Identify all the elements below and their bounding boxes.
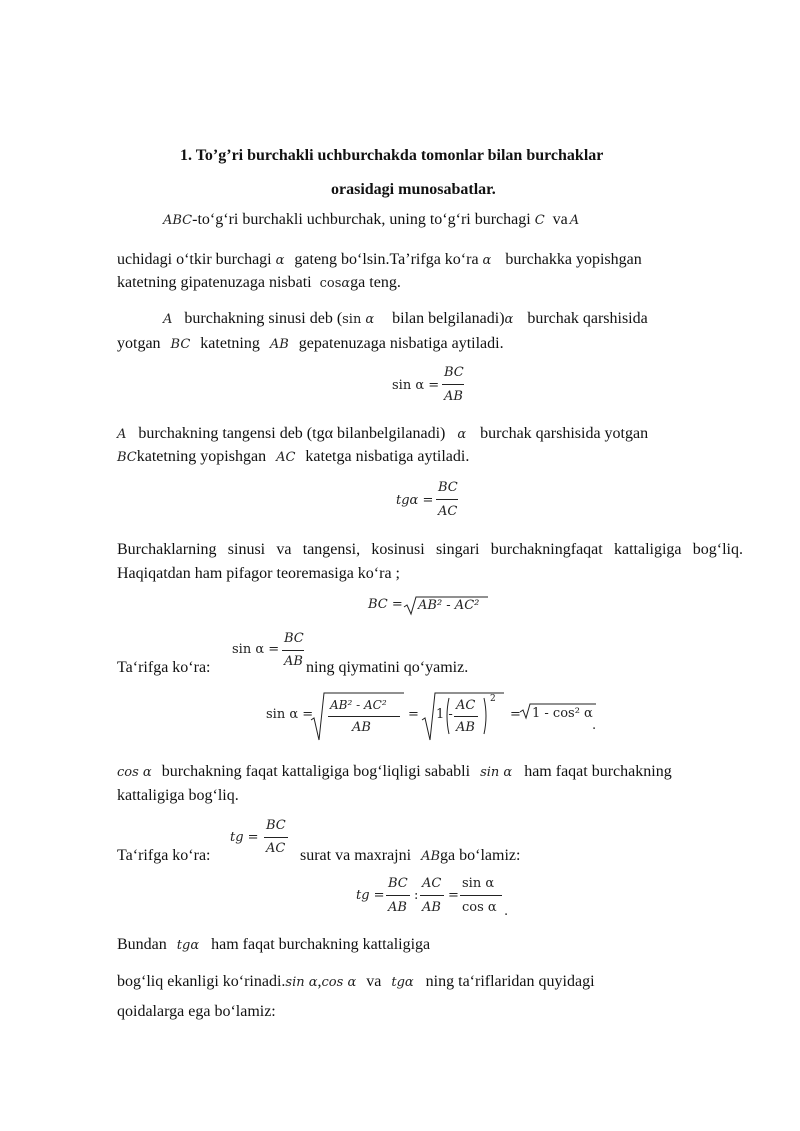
paragraph-1-line1: ABC-to‘g‘ri burchakli uchburchak, uning to‘g‘ri burchagi C va A bbox=[163, 211, 580, 228]
fraction-bar bbox=[386, 895, 410, 896]
fraction-bar bbox=[460, 895, 502, 896]
paragraph-1-body: uchidagi o‘tkir burchagi α gateng bo‘lsin.Ta’rifga ko‘ra α burchakka yopishgan bbox=[117, 251, 642, 268]
fraction-bar bbox=[442, 384, 464, 385]
paragraph-5-text: ning qiymatini qo‘yamiz. bbox=[306, 659, 469, 676]
fraction-bar bbox=[436, 499, 458, 500]
paragraph-8-line2: bog‘liq ekanligi ko‘rinadi.sin α,cos α va tgα ning ta‘riflaridan quyidagi bbox=[117, 973, 595, 990]
paragraph-3-line2: BCkatetning yopishgan AC katetga nisbatiga aytiladi. bbox=[117, 448, 470, 465]
paragraph-1-line3: katetning gipatenuzaga nisbati cosαga teng. bbox=[117, 274, 401, 291]
paragraph-4: Burchaklarning sinusi va tangensi, kosinusi singari burchakningfaqat kattaligiga bog‘liq. Haqiqatdan ham pifagor teoremasiga ko‘ra ; bbox=[117, 541, 743, 582]
paragraph-8-line1: Bundan tgα ham faqat burchakning kattaligiga bbox=[117, 936, 431, 953]
section-heading-line2: orasidagi munosabatlar. bbox=[331, 181, 496, 198]
equation-sin-expanded: sin α = AB² - AC² AB = 1 - AC AB 2 = 1 - cos² α . bbox=[266, 690, 602, 744]
paragraph-7-label: Ta‘rifga ko‘ra: bbox=[117, 847, 211, 864]
fraction-bar bbox=[282, 650, 304, 651]
paragraph-2-line2: yotgan BC katetning AB gepatenuzaga nisbatiga aytiladi. bbox=[117, 335, 504, 352]
paragraph-6-line1: cos α burchakning faqat kattaligiga bog‘liqligi sababli sin α ham faqat burchakning bbox=[117, 763, 672, 780]
inline-fraction-sin: sin α = BC AB bbox=[232, 631, 304, 669]
fraction-bar bbox=[264, 837, 288, 838]
paragraph-8-line3: qoidalarga ega bo‘lamiz: bbox=[117, 1003, 276, 1020]
equation-sin: sin α = BC AB bbox=[392, 365, 464, 404]
equation-tg: tgα = BC AC bbox=[396, 480, 458, 519]
equation-tg-ratio: tg = BC AB : AC AB = sin α cos α . bbox=[356, 876, 509, 919]
section-heading-line1: 1. To’g’ri burchakli uchburchakda tomonlar bilan burchaklar bbox=[180, 147, 604, 164]
paragraph-6-line2: kattaligiga bog‘liq. bbox=[117, 787, 239, 804]
paragraph-7-text: surat va maxrajni ABga bo‘lamiz: bbox=[300, 847, 521, 864]
equation-pythagoras: BC = AB² - AC² bbox=[368, 595, 498, 617]
paragraph-5-label: Ta‘rifga ko‘ra: bbox=[117, 659, 211, 676]
paragraph-3-line1: A burchakning tangensi deb (tgα bilanbelgilanadi) α burchak qarshisida yotgan bbox=[117, 425, 649, 442]
paragraph-2-line1: A burchakning sinusi deb (sin α bilan belgilanadi)α burchak qarshisida bbox=[163, 310, 648, 327]
inline-fraction-tg: tg = BC AC bbox=[230, 818, 296, 862]
fraction-bar bbox=[328, 716, 400, 717]
fraction-bar bbox=[420, 895, 444, 896]
fraction-bar bbox=[454, 716, 478, 717]
